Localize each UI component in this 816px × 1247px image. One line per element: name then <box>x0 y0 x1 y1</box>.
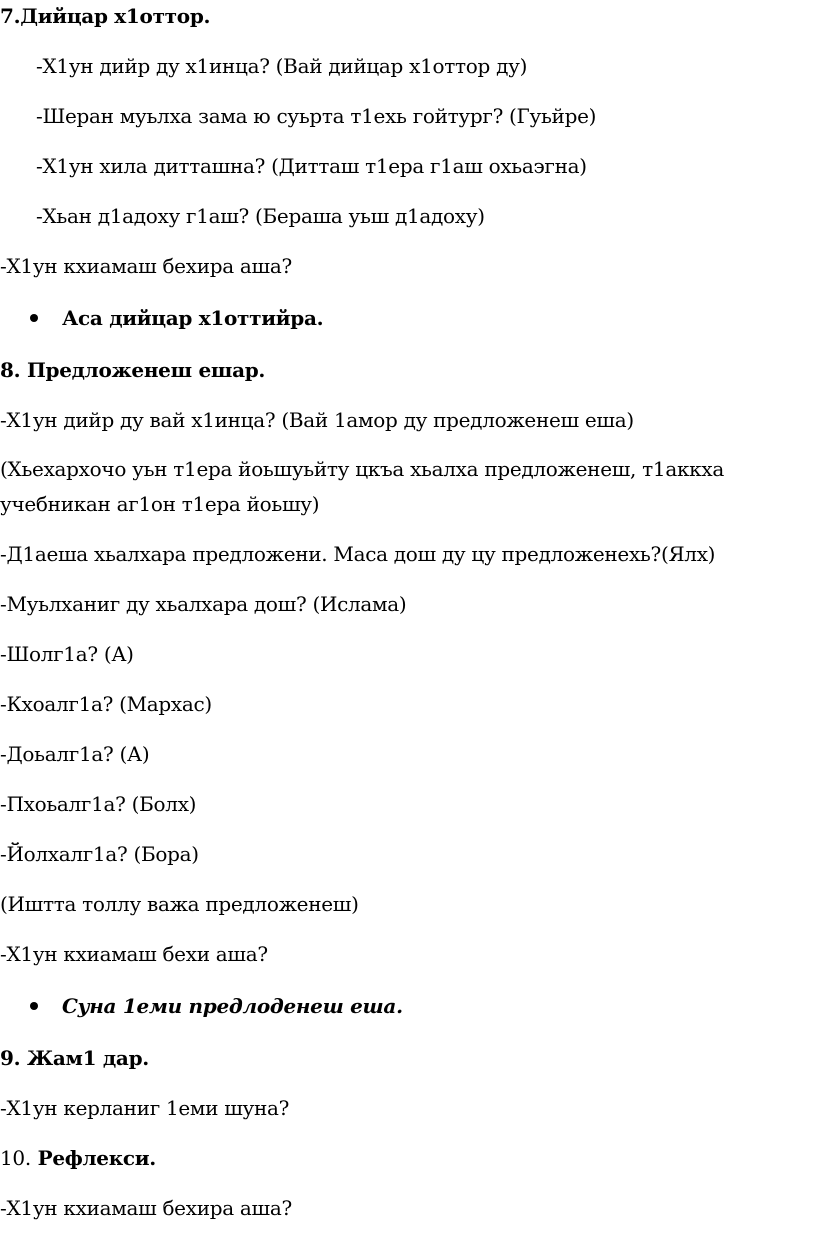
question-line: -Хьан д1адоху г1аш? (Бераша уьш д1адоху) <box>36 204 485 228</box>
question-line: -Х1ун кхиамаш бехи аша? <box>0 942 268 966</box>
question-line: (Иштта толлу важа предложенеш) <box>0 892 359 916</box>
bullet-icon <box>30 314 38 322</box>
question-line: -Йолхалг1а? (Бора) <box>0 842 199 866</box>
question-line: -Шолг1а? (А) <box>0 642 134 666</box>
bullet-text: Аса дийцар х1оттийра. <box>62 306 324 330</box>
section-10-heading <box>0 1144 156 1172</box>
question-line: -Х1ун хила дитташна? (Дитташ т1ера г1аш охьаэгна) <box>36 154 587 178</box>
section-9-heading: 9. Жам1 дар. <box>0 1046 149 1070</box>
question-line: -Х1ун кхиамаш бехира аша? <box>0 1196 292 1220</box>
bullet-item <box>30 992 403 1020</box>
question-line: -Доьалг1а? (А) <box>0 742 150 766</box>
bullet-item <box>30 304 323 332</box>
section-number: 10. <box>0 1146 31 1170</box>
question-line: -Х1ун дийр ду вай х1инца? (Вай 1амор ду предложенеш еша) <box>0 408 634 432</box>
section-7-heading: 7.Дийцар х1оттор. <box>0 4 211 28</box>
note-paragraph: (Хьехархочо уьн т1ера йоьшуьйту цкъа хьалха предложенеш, т1аккха учебникан аг1он т1ера йоьшу) <box>0 457 724 516</box>
question-line: -Пхоьалг1а? (Болх) <box>0 792 197 816</box>
question-line: -Д1аеша хьалхара предложени. Маса дош ду цу предложенехь?(Ялх) <box>0 542 716 566</box>
section-8-heading: 8. Предложенеш ешар. <box>0 358 266 382</box>
question-line: -Кхоалг1а? (Мархас) <box>0 692 212 716</box>
question-line: -Муьлханиг ду хьалхара дош? (Ислама) <box>0 592 407 616</box>
question-line: -Шеран муьлха зама ю суьрта т1ехь гойтург? (Гуьйре) <box>36 104 597 128</box>
bullet-icon <box>30 1002 38 1010</box>
question-line: -Х1ун кхиамаш бехира аша? <box>0 254 292 278</box>
section-title: Рефлекси. <box>30 1146 156 1170</box>
bullet-text: Суна 1еми предлоденеш еша. <box>62 994 403 1018</box>
question-line: -Х1ун дийр ду х1инца? (Вай дийцар х1оттор ду) <box>36 54 528 78</box>
question-line: -Х1ун керланиг 1еми шуна? <box>0 1096 290 1120</box>
